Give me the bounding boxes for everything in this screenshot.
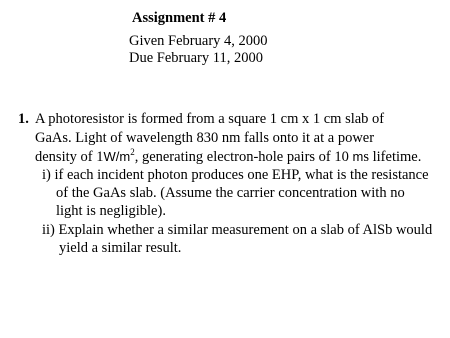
unit-exponent: 2 <box>130 147 135 157</box>
problem-number: 1. <box>18 111 29 127</box>
power-density-unit: W/m <box>103 149 131 164</box>
density-text: density of 1 <box>35 149 104 165</box>
problem-line-3 <box>35 148 421 166</box>
part-i-line-3: light is negligible). <box>56 203 166 219</box>
part-ii-line-1: ii) Explain whether a similar measurement on a slab of AlSb would <box>42 222 433 238</box>
problem-line-1: A photoresistor is formed from a square 1 cm x 1 cm slab of <box>35 111 385 127</box>
lifetime-text: s lifetime. <box>363 149 422 165</box>
part-i-line-1: i) if each incident photon produces one EHP, what is the resistance <box>42 167 429 183</box>
given-date: Given February 4, 2000 <box>129 33 268 49</box>
generation-text: , generating electron-hole pairs of 10 <box>134 149 349 165</box>
assignment-title: Assignment # 4 <box>132 10 227 26</box>
due-date: Due February 11, 2000 <box>129 50 263 66</box>
part-i-line-2: of the GaAs slab. (Assume the carrier concentration with no <box>56 185 405 201</box>
problem-line-2: GaAs. Light of wavelength 830 nm falls onto it at a power <box>35 130 375 146</box>
part-ii-line-2: yield a similar result. <box>59 240 182 256</box>
micro-symbol: m <box>352 149 364 164</box>
